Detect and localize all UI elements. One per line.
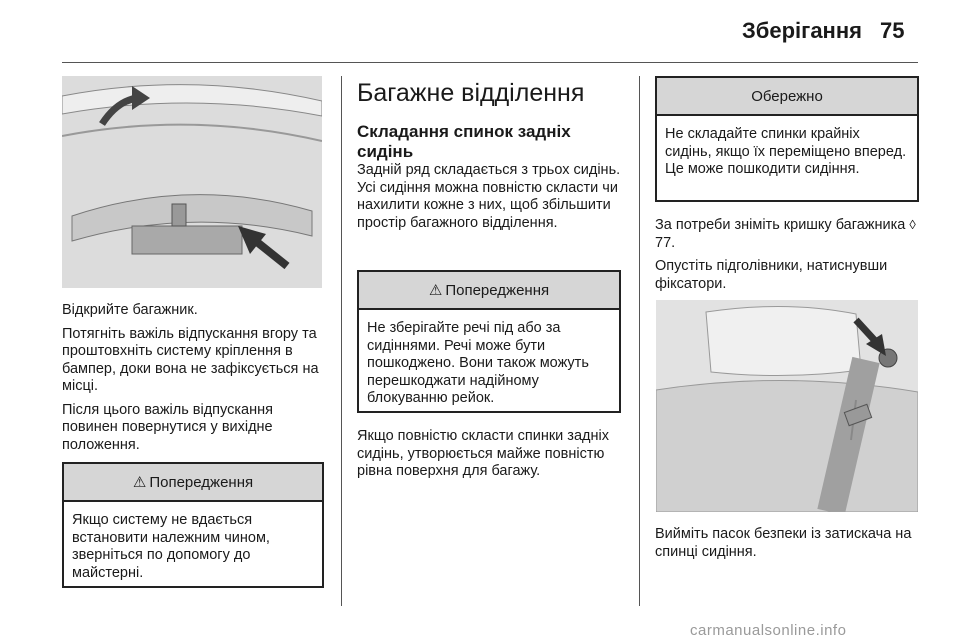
paragraph-pull-lever: Потягніть важіль відпускання вгору та проштовхніть систему кріплення в бампер, доки вона не зафіксується на місці. xyxy=(62,325,319,394)
trunk-latch-illustration xyxy=(62,76,322,288)
subsection-heading: Складання спинок задніх сидінь xyxy=(357,122,571,161)
warning-title: Попередження xyxy=(445,281,550,299)
section-heading: Багажне відділення xyxy=(357,79,585,107)
warning-text: Якщо систему не вдається встановити належним чином, зверніться по допомогу до майстерні. xyxy=(72,512,270,581)
caution-text: Не складайте спинки крайніх сидінь, якщо їх переміщено вперед. Це може пошкодити сидіння. xyxy=(665,126,907,177)
caution-box xyxy=(655,76,919,202)
figure-trunk-latch xyxy=(62,76,322,288)
warning-box-1 xyxy=(62,462,324,588)
warning-header xyxy=(64,464,322,502)
watermark: carmanualsonline.info xyxy=(690,622,847,639)
warning-icon: ⚠ xyxy=(132,474,147,491)
page-ref[interactable]: 77. xyxy=(655,234,676,251)
warning-box-2 xyxy=(357,270,621,413)
caution-title: Обережно xyxy=(751,87,823,105)
rear-seat-belt-illustration xyxy=(656,300,918,512)
warning-icon: ⚠ xyxy=(428,282,443,299)
paragraph-lever-return: Після цього важіль відпускання повинен повернутися у вихідне положення. xyxy=(62,401,273,453)
column-divider-2 xyxy=(639,76,640,606)
warning-header xyxy=(359,272,619,310)
paragraph-remove-belt: Вийміть пасок безпеки із затискача на спинці сидіння. xyxy=(655,526,912,560)
page-ref-icon: ◊ xyxy=(909,217,916,232)
paragraph-rear-seats: Задній ряд складається з трьох сидінь. Усі сидіння можна повністю скласти чи нахилити кожне з них, щоб збільшити простір багажного відділення. xyxy=(357,162,621,231)
warning-title: Попередження xyxy=(149,473,254,491)
paragraph-flat-surface: Якщо повністю скласти спинки задніх сидінь, утворюється майже повністю рівна поверхня для багажу. xyxy=(357,428,609,479)
paragraph-lower-headrests: Опустіть підголівники, натиснувши фіксатори. xyxy=(655,258,888,292)
paragraph-remove-cover: За потреби зніміть кришку багажника ◊ 77. xyxy=(655,217,916,251)
page-number: 75 xyxy=(880,18,905,43)
warning-text: Не зберігайте речі під або за сидіннями. Речі може бути пошкоджено. Вони також можуть перешкоджати надійному блокуванню рейок. xyxy=(367,320,589,406)
header-title: Зберігання xyxy=(742,18,862,43)
header-rule xyxy=(62,62,918,63)
column-divider-1 xyxy=(341,76,342,606)
figure-seat-belt xyxy=(656,300,918,512)
paragraph-open-trunk: Відкрийте багажник. xyxy=(62,302,198,318)
caution-header xyxy=(657,78,917,116)
